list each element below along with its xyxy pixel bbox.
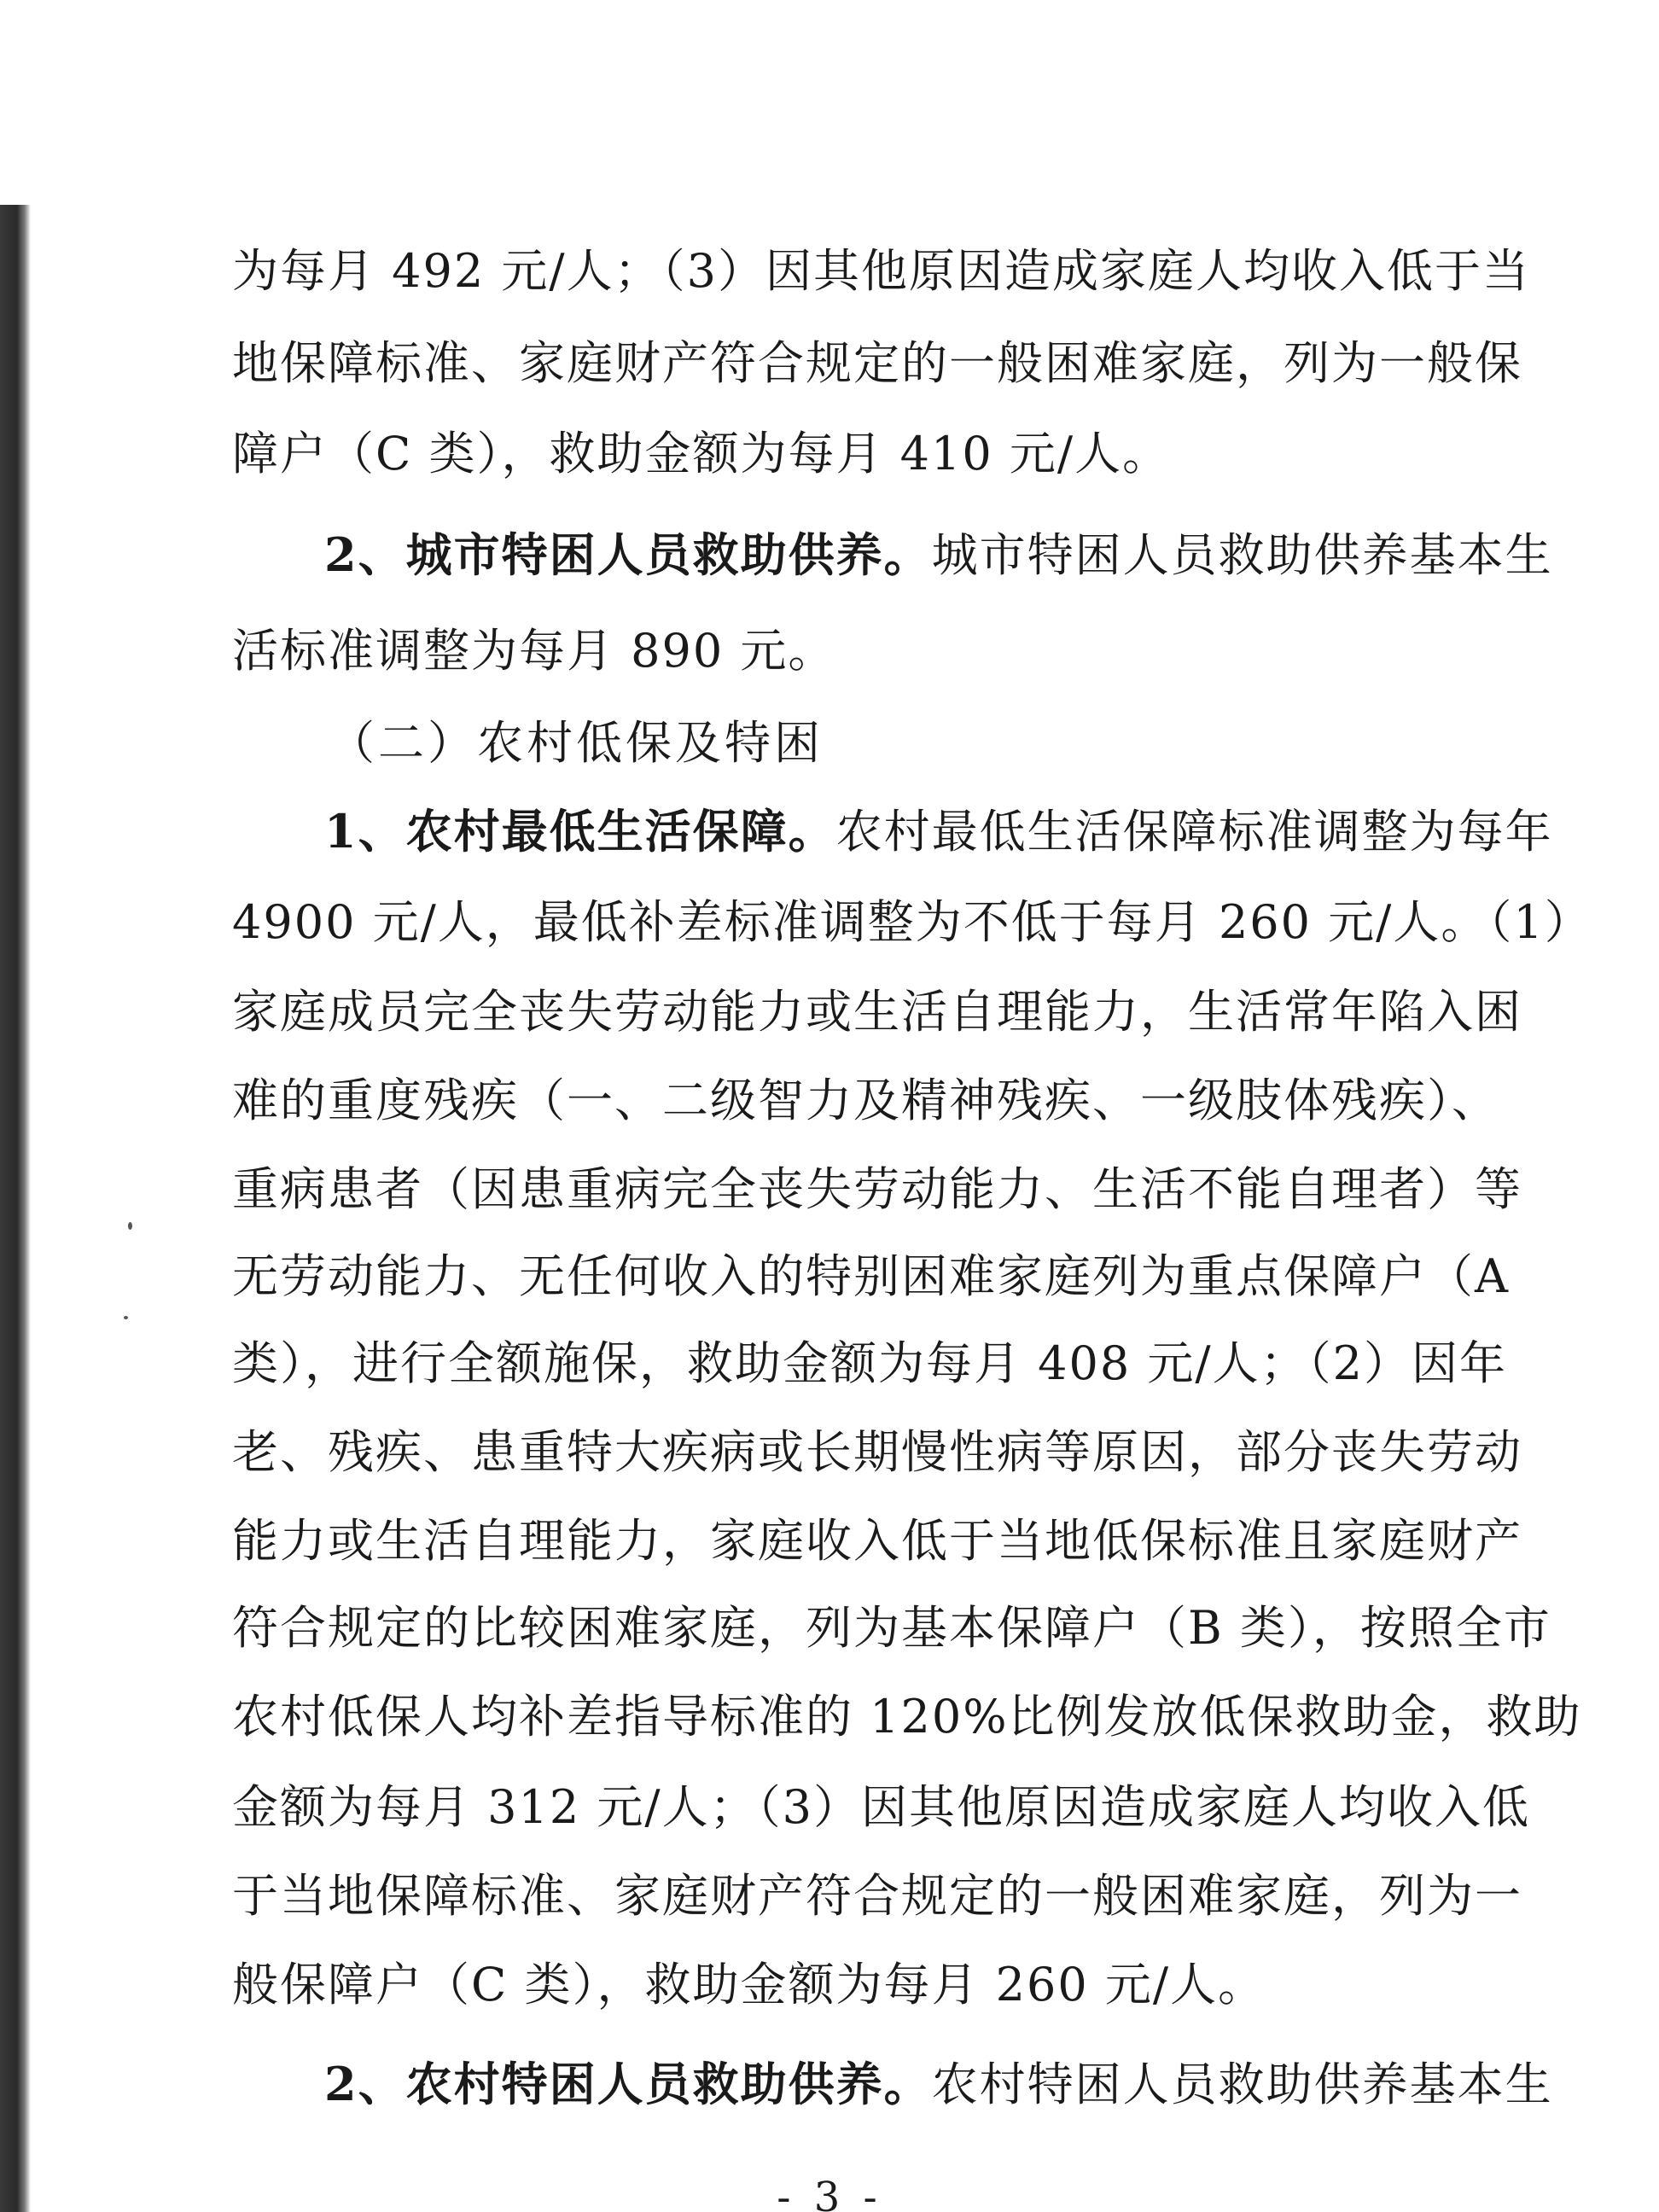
text-line: 般保障户（C 类），救助金额为每月 260 元/人。 (232, 1958, 1266, 2011)
page-number: - 3 - (777, 2174, 882, 2212)
text-line: 于当地保障标准、家庭财产符合规定的一般困难家庭，列为一 (232, 1869, 1522, 1923)
text-line: 老、残疾、患重特大疾病或长期慢性病等原因，部分丧失劳动 (232, 1425, 1522, 1479)
scan-speck (128, 1222, 132, 1230)
text-line: 重病患者（因患重病完全丧失劳动能力、生活不能自理者）等 (232, 1162, 1522, 1216)
text-line: 障户（C 类），救助金额为每月 410 元/人。 (232, 427, 1171, 480)
section-heading-rural: （二）农村低保及特困 (329, 716, 824, 770)
text-line: 活标准调整为每月 890 元。 (232, 624, 836, 678)
text-line: 地保障标准、家庭财产符合规定的一般困难家庭，列为一般保 (232, 336, 1522, 390)
text-line: 农村低保人均补差指导标准的 120%比例发放低保救助金，救助 (232, 1690, 1582, 1743)
section-urban-special (324, 524, 1553, 585)
section-rural-special-text: 农村特困人员救助供养基本生 (931, 2058, 1553, 2111)
text-line: 无劳动能力、无任何收入的特别困难家庭列为重点保障户（A (232, 1249, 1510, 1303)
section-urban-special-text: 城市特困人员救助供养基本生 (931, 528, 1553, 582)
text-line: 难的重度残疾（一、二级智力及精神残疾、一级肢体残疾）、 (232, 1074, 1499, 1127)
scan-speck (124, 1316, 128, 1319)
text-line: 家庭成员完全丧失劳动能力或生活自理能力，生活常年陷入困 (232, 985, 1522, 1039)
page-number-container (0, 2172, 1659, 2212)
text-line: 能力或生活自理能力，家庭收入低于当地低保标准且家庭财产 (232, 1514, 1522, 1568)
section-rural-min-title: 1、农村最低生活保障。 (324, 804, 836, 859)
text-line: 为每月 492 元/人；（3）因其他原因造成家庭人均收入低于当 (232, 244, 1530, 298)
section-rural-special-title: 2、农村特困人员救助供养。 (324, 2057, 932, 2111)
section-rural-min-text: 农村最低生活保障标准调整为每年 (835, 805, 1553, 859)
section-rural-special (324, 2053, 1553, 2115)
text-line: 类），进行全额施保，救助金额为每月 408 元/人；（2）因年 (232, 1336, 1507, 1390)
section-urban-special-title: 2、城市特困人员救助供养。 (324, 527, 932, 582)
text-line: 符合规定的比较困难家庭，列为基本保障户（B 类），按照全市 (232, 1601, 1551, 1655)
text-line: 金额为每月 312 元/人；（3）因其他原因造成家庭人均收入低 (232, 1780, 1530, 1834)
text-line: 4900 元/人，最低补差标准调整为不低于每月 260 元/人。（1） (232, 895, 1592, 949)
section-rural-min (324, 800, 1553, 862)
scanned-page-edge (0, 205, 31, 2212)
